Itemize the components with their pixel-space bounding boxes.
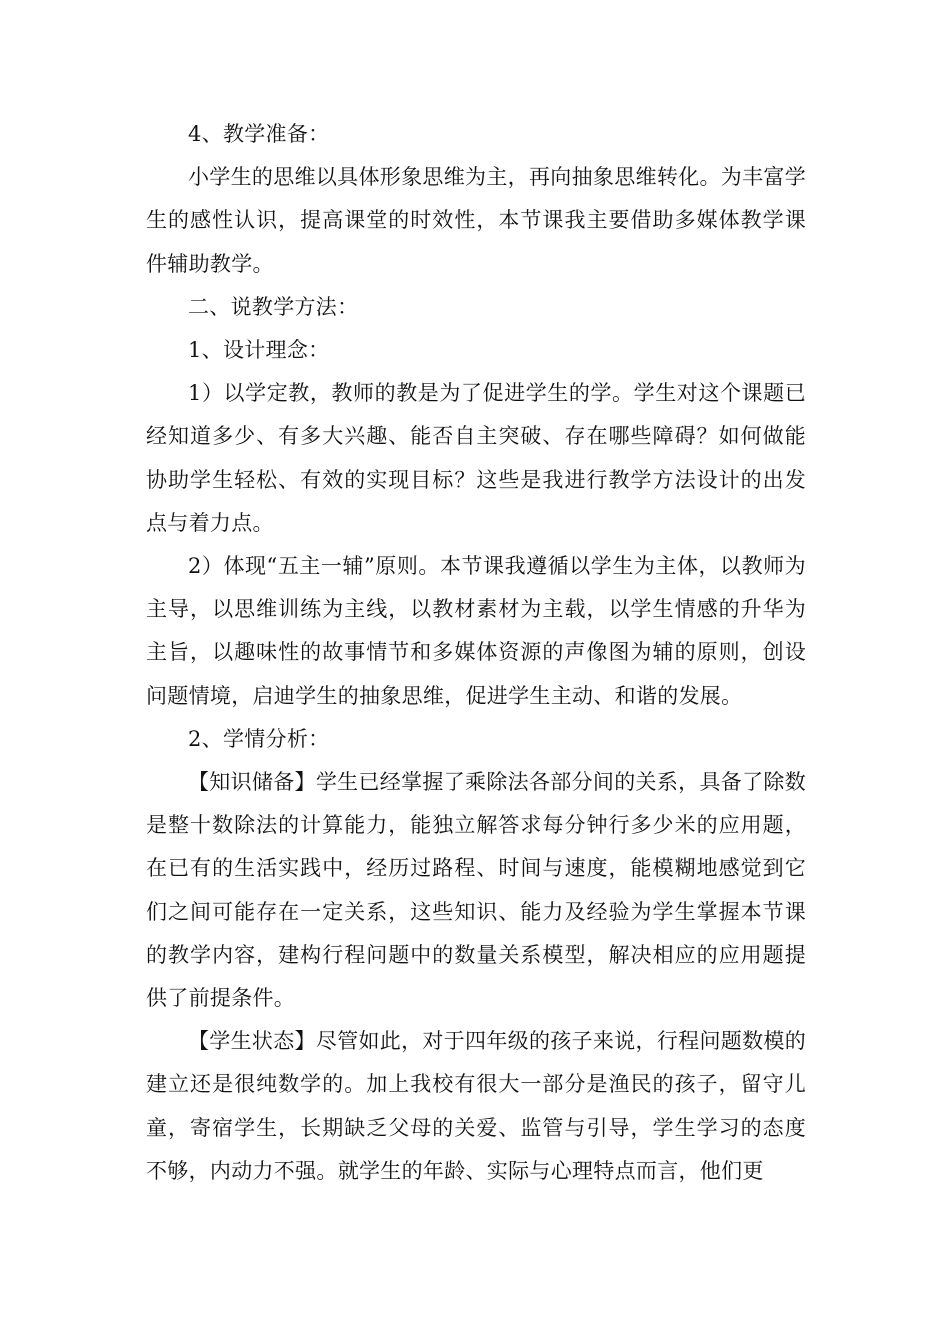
paragraph-preparation-text: 小学生的思维以具体形象思维为主，再向抽象思维转化。为丰富学生的感性认识，提高课堂的时效性，本节课我主要借助多媒体教学课件辅助教学。	[146, 165, 806, 276]
paragraph-concept-2: 2）体现“五主一辅”原则。本节课我遵循以学生为主体，以教师为主导，以思维训练为主线，以教材素材为主载，以学生情感的升华为主旨，以趣味性的故事情节和多媒体资源的声像图为辅的原则，创设问题情境，启迪学生的抽象思维，促进学生主动、和谐的发展。	[146, 554, 806, 708]
heading-design-concept: 1、设计理念：	[188, 338, 330, 363]
heading-student-analysis: 2、学情分析：	[188, 726, 330, 751]
heading-teaching-preparation: 4、教学准备：	[188, 122, 330, 146]
paragraph-knowledge-reserve: 【知识储备】学生已经掌握了乘除法各部分间的关系，具备了除数是整十数除法的计算能力，能独立解答求每分钟行多少米的应用题，在已有的生活实践中，经历过路程、时间与速度，能模糊地感觉到它们之间可能存在一定关系，这些知识、能力及经验为学生掌握本节课的教学内容，建构行程问题中的数量关系模型，解决相应的应用题提供了前提条件。	[146, 770, 806, 1011]
paragraph-concept-1: 1）以学定教，教师的教是为了促进学生的学。学生对这个课题已经知道多少、有多大兴趣、能否自主突破、存在哪些障碍？如何做能协助学生轻松、有效的实现目标？这些是我进行教学方法设计的出发点与着力点。	[146, 381, 806, 535]
document-body	[146, 113, 806, 1193]
heading-teaching-methods: 二、说教学方法：	[188, 294, 359, 319]
paragraph-student-state: 【学生状态】尽管如此，对于四年级的孩子来说，行程问题数模的建立还是很纯数学的。加上我校有很大一部分是渔民的孩子，留守儿童，寄宿学生，长期缺乏父母的关爱、监管与引导，学生学习的态度不够，内动力不强。就学生的年龄、实际与心理特点而言，他们更	[146, 1029, 806, 1183]
